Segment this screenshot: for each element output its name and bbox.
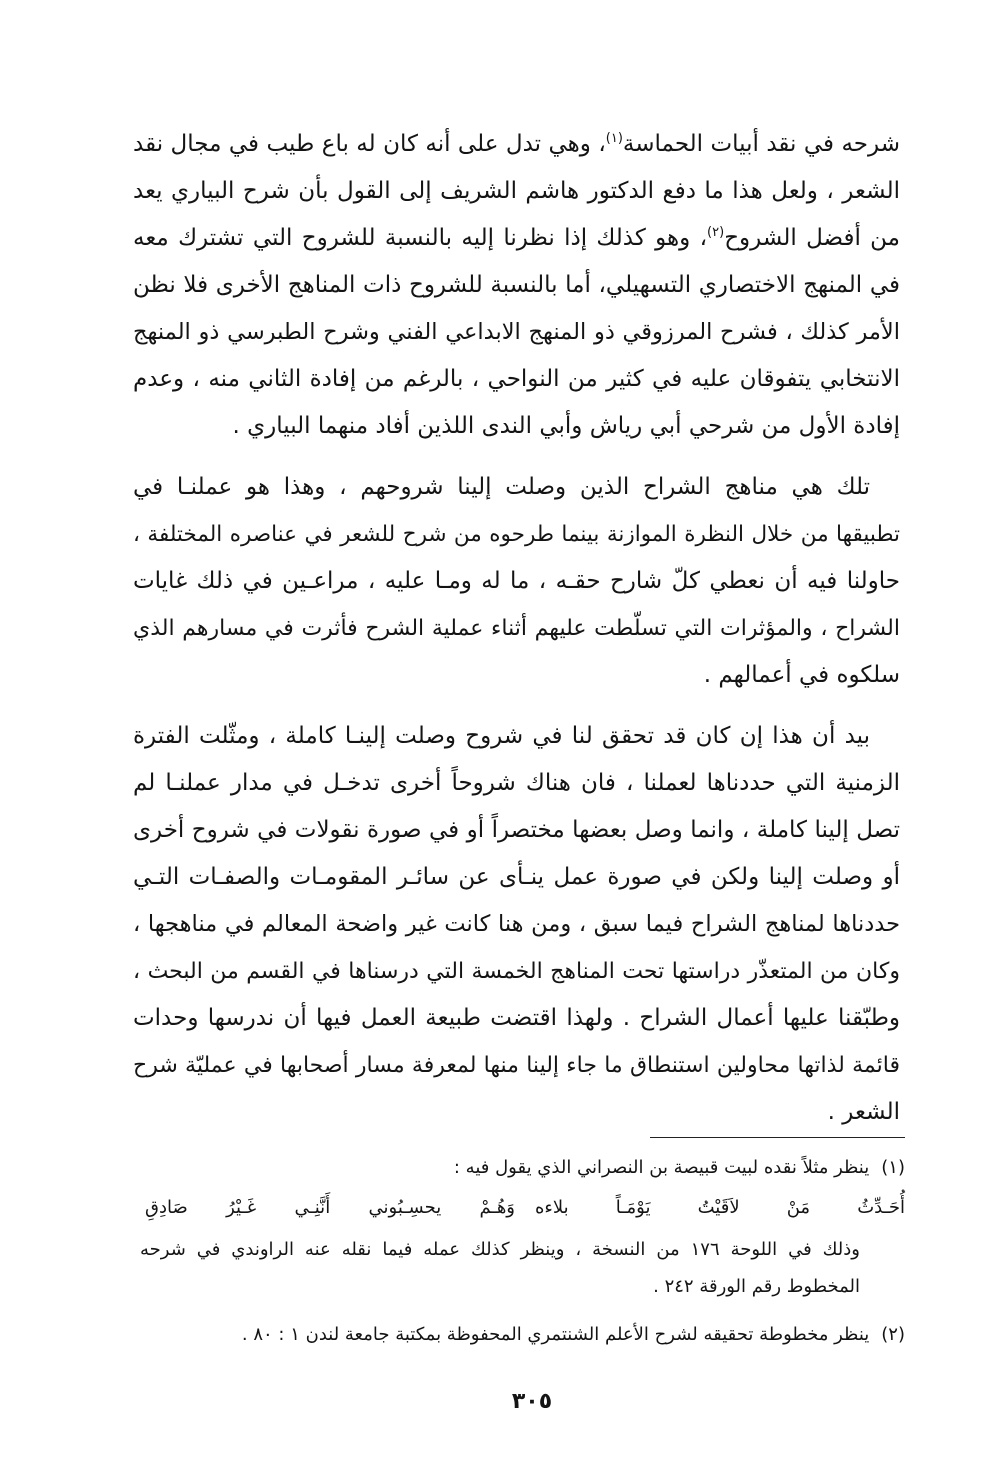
body-line: الشراح ، والمؤثرات التي تسلّطت عليهم أثناء عملية الشرح فأثرت في مسارهم الذي (133, 616, 900, 641)
body-line: الأمر كذلك ، فشرح المرزوقي ذو المنهج الابداعي الفني وشرح الطبرسي ذو المنهج (133, 319, 900, 345)
footnote-1-intro (140, 1150, 905, 1186)
body-line: إفادة الأول من شرحي أبي رياش وأبي الندى اللذين أفاد منهما البياري . (232, 413, 900, 439)
body-line: وكان من المتعذّر دراستها تحت المناهج الخمسة التي درسناها في القسم من البحث ، (133, 959, 900, 984)
verse-second-hemistich: وَهُـمْ يحسِـبُوني أَنَّنِـي غَـيْرُ صَادِقِ (145, 1197, 515, 1218)
page-number: ٣٠٥ (511, 1389, 553, 1414)
body-line: تصل إلينا كاملة ، وانما وصل بعضها مختصراً أو في صورة نقولات في شروح أخرى (133, 817, 900, 843)
body-line: تلك هي مناهج الشراح الذين وصلت إلينا شروحهم ، وهذا هو عملنـا في (133, 474, 870, 500)
body-line: الزمنية التي حددناها لعملنا ، فان هناك شروحاً أخرى تدخـل في مدار عملنـا لم (133, 770, 900, 796)
main-text (133, 121, 900, 1136)
body-line: بيد أن هذا إن كان قد تحقق لنا في شروح وصلت إلينـا كاملة ، ومثّلت الفترة (133, 723, 870, 749)
footnote-1-continuation: وذلك في اللوحة ١٧٦ من النسخة ، وينظر كذلك عمله فيما نقله عنه الراوندي في شرحه (140, 1239, 860, 1260)
body-line (133, 215, 900, 262)
body-line (133, 121, 900, 168)
line-text: من أفضل الشروح (724, 225, 900, 251)
line-text: شرحه في نقد أبيات الحماسة (622, 131, 900, 157)
footnote-1-verse (145, 1190, 905, 1226)
line-text: ، وهي تدل على أنه كان له باع طيب في مجال نقد (133, 131, 606, 157)
footnote-1-marker: (١) (881, 1157, 905, 1178)
body-line: الانتخابي يتفوقان عليه في كثير من النواحي ، بالرغم من إفادة الثاني منه ، وعدم (133, 366, 900, 392)
body-line: وطبّقنا عليها أعمال الشراح . ولهذا اقتضت طبيعة العمل فيها أن ندرسها وحدات (133, 1005, 900, 1031)
body-line: الشعر ، ولعل هذا ما دفع الدكتور هاشم الشريف إلى القول بأن شرح البياري يعد (133, 178, 900, 204)
footnote-1-text: ينظر مثلاً نقده لبيت قبيصة بن النصراني الذي يقول فيه : (453, 1157, 870, 1178)
footnote-2-text: ينظر مخطوطة تحقيقه لشرح الأعلم الشنتمري المحفوظة بمكتبة جامعة لندن ١ : ٨٠ . (241, 1324, 870, 1345)
body-line: حددناها لمناهج الشراح فيما سبق ، ومن هنا كانت غير واضحة المعالم في مناهجها ، (133, 911, 900, 937)
body-line: أو وصلت إلينا ولكن في صورة عمل ينـأى عن سائـر المقومـات والصفـات التـي (133, 864, 900, 890)
body-line: قائمة لذاتها محاولين استنطاق ما جاء إلينا منها لمعرفة مسار أصحابها في عمليّة شرح (133, 1053, 900, 1078)
body-line: سلكوه في أعمالهم . (703, 662, 900, 688)
body-line: حاولنا فيه أن نعطي كلّ شارح حقـه ، ما له ومـا عليه ، مراعـين في ذلك غايات (133, 568, 900, 594)
body-line: تطبيقها من خلال النظرة الموازنة بينما طرحوه من شرح للشعر في عناصره المختلفة ، (133, 522, 900, 547)
verse-first-hemistich: أُحَـدِّثُ مَنْ لاَقَيْتُ يَوْمَـاً بلاءه (535, 1197, 905, 1218)
footnote-1-continuation: المخطوط رقم الورقة ٢٤٢ . (653, 1276, 860, 1297)
footnote-ref-2: (٢) (707, 225, 725, 240)
footnote-separator (650, 1137, 905, 1138)
footnote-2 (140, 1317, 905, 1353)
paragraph-1 (133, 121, 900, 450)
line-text: ، وهو كذلك إذا نظرنا إليه بالنسبة للشروح التي تشترك معه (133, 225, 708, 251)
body-line: في المنهج الاختصاري التسهيلي، أما بالنسبة للشروح ذات المناهج الأخرى فلا نظن (133, 272, 900, 298)
body-line: الشعر . (827, 1099, 900, 1125)
paragraph-3 (133, 713, 900, 1136)
footnote-ref-1: (١) (605, 131, 623, 146)
paragraph-2 (133, 464, 900, 699)
footnote-2-marker: (٢) (881, 1324, 905, 1345)
